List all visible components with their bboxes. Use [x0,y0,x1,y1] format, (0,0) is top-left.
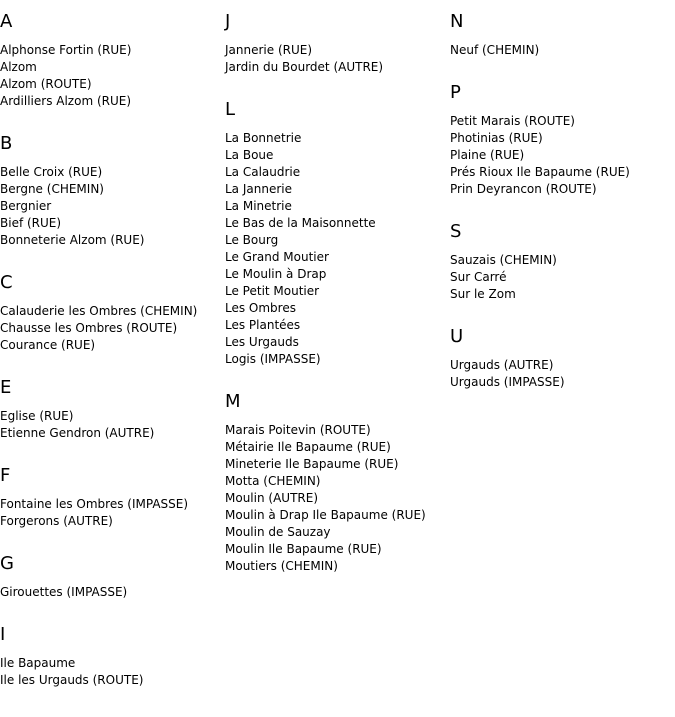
street-list-item[interactable]: Sur le Zom [450,287,516,301]
letter-group [450,222,675,303]
street-list-item[interactable]: Moulin à Drap Ile Bapaume (RUE) [225,508,426,522]
street-list [0,584,225,601]
street-list-item[interactable]: Forgerons (AUTRE) [0,514,113,528]
street-list-item[interactable]: Ardilliers Alzom (RUE) [0,94,132,108]
street-list [0,303,225,354]
street-list-item[interactable]: Fontaine les Ombres (IMPASSE) [0,497,189,511]
street-list-item[interactable]: Urgauds (AUTRE) [450,358,554,372]
street-list-item[interactable]: Moulin (AUTRE) [225,491,318,505]
letter-heading: C [0,272,13,293]
street-list-item[interactable]: Sur Carré [450,270,507,284]
street-list-item[interactable]: La Calaudrie [225,165,301,179]
street-list-item[interactable]: Urgauds (IMPASSE) [450,375,565,389]
street-list [0,496,225,530]
index-column-3 [450,12,675,415]
letter-heading: S [450,221,462,242]
street-list [0,42,225,110]
street-list-item[interactable]: Girouettes (IMPASSE) [0,585,128,599]
street-list-item[interactable]: Petit Marais (ROUTE) [450,114,575,128]
letter-group [0,378,225,442]
street-list-item[interactable]: Eglise (RUE) [0,409,74,423]
letter-group [0,625,225,689]
street-list-item[interactable]: Bergnier [0,199,52,213]
letter-heading: N [450,11,464,32]
street-list-item[interactable]: La Bonnetrie [225,131,302,145]
letter-group [450,327,675,391]
letter-group [225,100,450,368]
letter-group [0,554,225,601]
letter-heading: L [225,99,236,120]
letter-group [225,392,450,575]
street-list [225,42,450,76]
street-list [225,130,450,368]
letter-heading: U [450,326,464,347]
street-list-item[interactable]: Jardin du Bourdet (AUTRE) [225,60,384,74]
letter-group [0,12,225,110]
street-list-item[interactable]: Les Urgauds [225,335,299,349]
street-list-item[interactable]: Moulin Ile Bapaume (RUE) [225,542,382,556]
street-list-item[interactable]: Ile les Urgauds (ROUTE) [0,673,144,687]
letter-heading: M [225,391,241,412]
letter-group [450,12,675,59]
street-list-item[interactable]: Le Bas de la Maisonnette [225,216,376,230]
street-list-item[interactable]: Neuf (CHEMIN) [450,43,540,57]
letter-heading: J [225,11,231,32]
street-list-item[interactable]: Etienne Gendron (AUTRE) [0,426,155,440]
letter-heading: F [0,465,11,486]
letter-group [450,83,675,198]
street-list-item[interactable]: La Minetrie [225,199,292,213]
street-list [0,164,225,249]
letter-heading: I [0,624,6,645]
letter-heading: P [450,82,461,103]
letter-heading: G [0,553,14,574]
street-list-item[interactable]: Mineterie Ile Bapaume (RUE) [225,457,399,471]
street-list [450,42,675,59]
street-list-item[interactable]: Prin Deyrancon (ROUTE) [450,182,597,196]
index-column-2 [225,12,450,599]
street-list-item[interactable]: Bief (RUE) [0,216,62,230]
index-column-1 [0,12,225,713]
street-list-item[interactable]: Ile Bapaume [0,656,76,670]
street-list-item[interactable]: Le Bourg [225,233,279,247]
street-list-item[interactable]: Alzom (ROUTE) [0,77,92,91]
letter-group [0,273,225,354]
street-list-item[interactable]: Bergne (CHEMIN) [0,182,104,196]
street-list-item[interactable]: Photinias (RUE) [450,131,543,145]
street-list-item[interactable]: La Jannerie [225,182,292,196]
street-list-item[interactable]: Chausse les Ombres (ROUTE) [0,321,178,335]
street-list-item[interactable]: Moulin de Sauzay [225,525,331,539]
street-list-item[interactable]: Bonneterie Alzom (RUE) [0,233,145,247]
letter-heading: B [0,133,13,154]
letter-group [0,134,225,249]
street-list-item[interactable]: La Boue [225,148,274,162]
street-list-item[interactable]: Alphonse Fortin (RUE) [0,43,132,57]
street-list-item[interactable]: Moutiers (CHEMIN) [225,559,338,573]
street-list-item[interactable]: Les Plantées [225,318,301,332]
letter-group [0,466,225,530]
street-list-item[interactable]: Le Petit Moutier [225,284,320,298]
street-list-item[interactable]: Marais Poitevin (ROUTE) [225,423,371,437]
street-list-item[interactable]: Calauderie les Ombres (CHEMIN) [0,304,198,318]
street-list-item[interactable]: Le Moulin à Drap [225,267,327,281]
street-list [450,252,675,303]
street-list-item[interactable]: Le Grand Moutier [225,250,329,264]
street-list-item[interactable]: Les Ombres [225,301,296,315]
street-list [0,408,225,442]
street-list-item[interactable]: Belle Croix (RUE) [0,165,103,179]
street-list [450,113,675,198]
street-list-item[interactable]: Motta (CHEMIN) [225,474,321,488]
letter-heading: E [0,377,12,398]
street-list-item[interactable]: Plaine (RUE) [450,148,525,162]
letter-heading: A [0,11,13,32]
letter-group [225,12,450,76]
street-list-item[interactable]: Courance (RUE) [0,338,96,352]
street-list-item[interactable]: Sauzais (CHEMIN) [450,253,557,267]
street-list [450,357,675,391]
street-list [0,655,225,689]
street-list-item[interactable]: Logis (IMPASSE) [225,352,321,366]
street-list-item[interactable]: Prés Rioux Ile Bapaume (RUE) [450,165,630,179]
street-list-item[interactable]: Alzom [0,60,37,74]
street-list-item[interactable]: Métairie Ile Bapaume (RUE) [225,440,391,454]
street-list [225,422,450,575]
street-list-item[interactable]: Jannerie (RUE) [225,43,313,57]
